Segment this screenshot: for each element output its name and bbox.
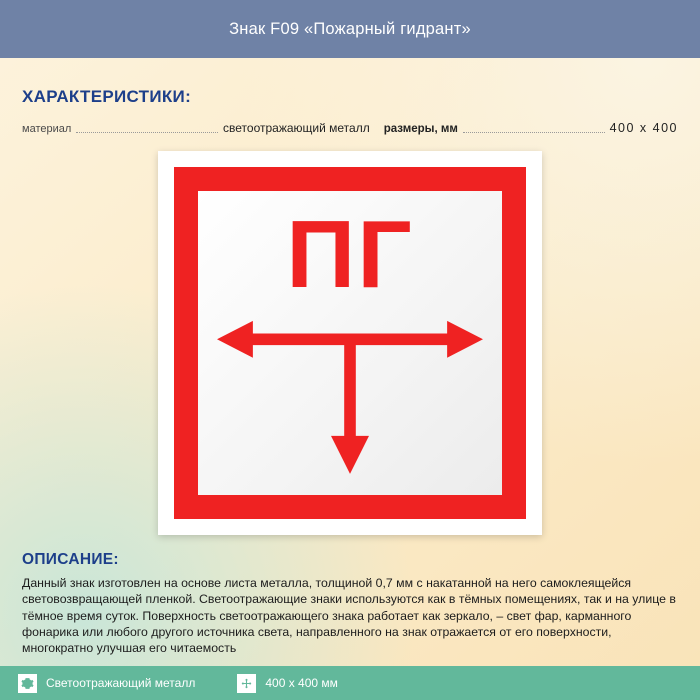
hydrant-arrows-icon bbox=[198, 191, 502, 495]
material-label: материал bbox=[22, 123, 72, 135]
dimensions-icon bbox=[237, 674, 256, 693]
description-text: Данный знак изготовлен на основе листа металла, толщиной 0,7 мм с накатанной на него самоклеящейся световозвращающей пленкой. Светоотражающие знаки используются как в тёмных помещениях, так и на улице в тёмное время суток. Поверхность светоотражающего знака работает как зеркало, – свет фар, карманного фонарика или любого другого источника света, направленного на знак отражается от его поверхности, многократно улучшая его читаемость bbox=[22, 576, 676, 656]
characteristics-title: ХАРАКТЕРИСТИКИ: bbox=[22, 87, 192, 106]
page-title: Знак F09 «Пожарный гидрант» bbox=[229, 19, 471, 38]
footer-size-text: 400 x 400 мм bbox=[265, 676, 338, 690]
footer-bar bbox=[0, 666, 700, 700]
size-label: размеры, мм bbox=[383, 123, 458, 135]
size-value: 400 x 400 bbox=[609, 121, 679, 135]
dot-leader-2 bbox=[463, 124, 605, 133]
sign-label-pg: ПГ bbox=[286, 201, 414, 308]
characteristics-row bbox=[22, 121, 678, 135]
footer-material-text: Светоотражающий металл bbox=[46, 676, 196, 690]
description-section bbox=[22, 551, 682, 657]
sign-border bbox=[174, 167, 526, 519]
material-value: светоотражающий металл bbox=[223, 121, 370, 135]
footer-size bbox=[237, 674, 338, 693]
page-header bbox=[0, 0, 700, 58]
sign-face bbox=[198, 191, 502, 495]
characteristics-section bbox=[22, 87, 700, 135]
dot-leader bbox=[76, 124, 218, 133]
gear-icon bbox=[18, 674, 37, 693]
footer-material bbox=[18, 674, 195, 693]
sign-image bbox=[158, 151, 542, 535]
description-title: ОПИСАНИЕ: bbox=[22, 551, 119, 568]
